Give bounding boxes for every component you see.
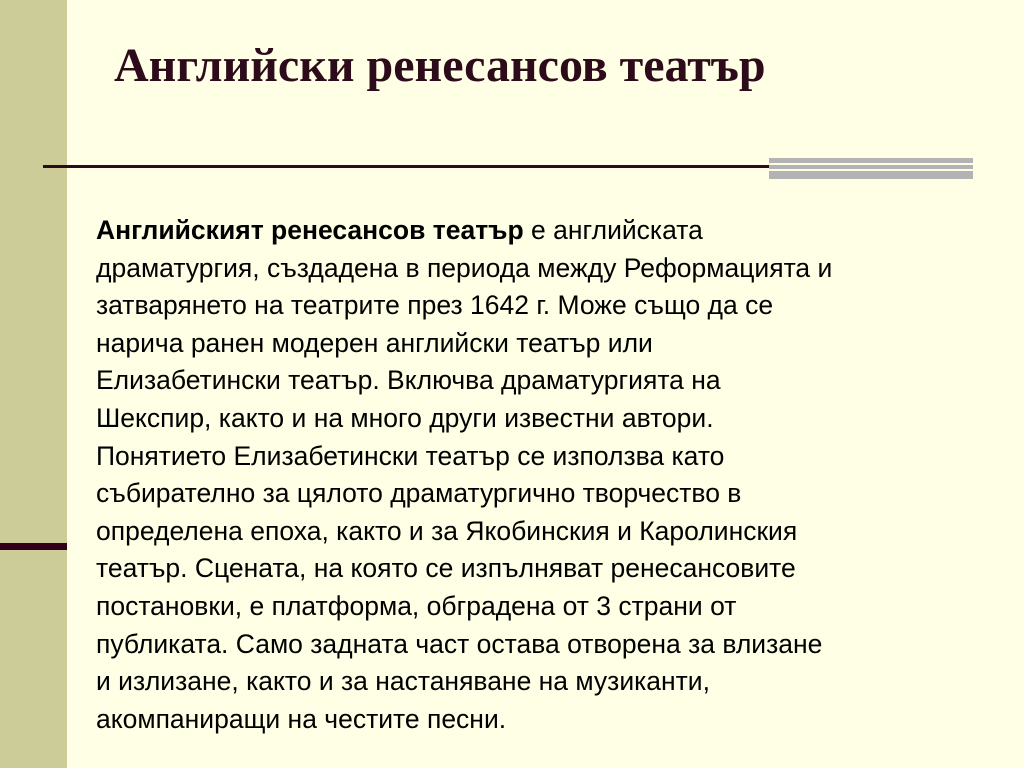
body-line: театър. Сцената, на която се изпълняват ренесансовите: [96, 553, 796, 584]
accent-stripe: [769, 171, 973, 179]
accent-stripe: [769, 165, 973, 169]
body-line: постановки, е платформа, обградена от 3 страни от: [96, 590, 737, 621]
body-line: е английската: [523, 215, 703, 245]
title-underline-rule: [43, 165, 769, 168]
body-line: драматургия, създадена в периода между Реформацията и: [96, 252, 833, 283]
body-line: Понятието Елизабетински театър се използва като: [96, 440, 725, 471]
body-line: акомпаниращи на честите песни.: [96, 703, 507, 734]
body-line: Елизабетински театър. Включва драматургията на: [96, 365, 721, 396]
left-band-divider: [0, 543, 67, 550]
body-line: затварянето на театрите през 1642 г. Може също да се: [96, 290, 774, 321]
left-decorative-band: [0, 0, 67, 768]
body-line: Шекспир, както и на много други известни автори.: [96, 402, 714, 433]
body-paragraph: [96, 212, 976, 738]
body-lead-term: Английският ренесансов театър: [96, 215, 524, 245]
accent-stripe: [769, 158, 973, 163]
slide-title: Английски ренесансов театър: [114, 39, 766, 92]
body-line: определена епоха, както и за Якобинския и Каролинския: [96, 515, 798, 546]
body-line: и излизане, както и за настаняване на музиканти,: [96, 666, 710, 697]
body-line: нарича ранен модерен английски театър или: [96, 327, 653, 358]
accent-bar: [769, 158, 973, 179]
body-line: публиката. Само задната част остава отворена за влизане: [96, 628, 823, 659]
body-line: събирателно за цялото драматургично творчество в: [96, 478, 742, 509]
